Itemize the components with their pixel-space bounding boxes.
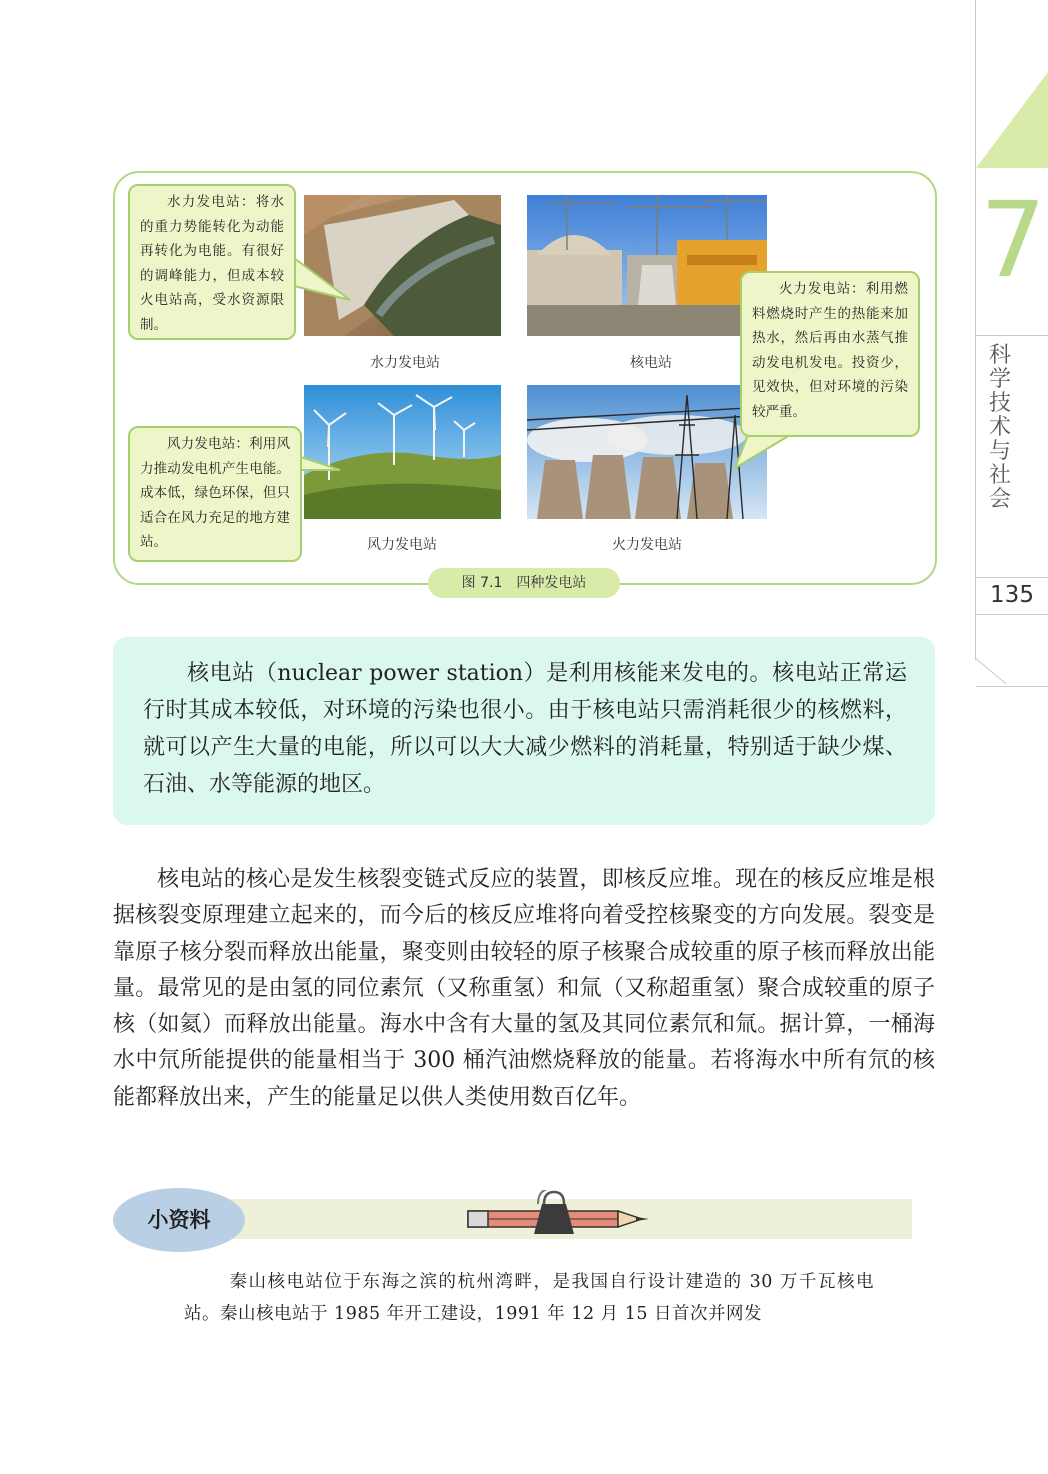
hydro-caption: 水力发电站 [370, 355, 440, 371]
pencil-clip-icon [464, 1190, 654, 1242]
page-number: 135 [990, 582, 1034, 608]
wind-callout: 风力发电站：利用风力推动发电机产生电能。成本低，绿色环保，但只适合在风力充足的地方建站。 [128, 426, 302, 562]
info-heading: 小资料 [113, 1188, 245, 1252]
thermal-callout: 火力发电站：利用燃料燃烧时产生的热能来加热水，然后再由水蒸气推动发电机发电。投资少，见效快，但对环境的污染较严重。 [740, 271, 920, 437]
body-paragraph: 核电站的核心是发生核裂变链式反应的装置，即核反应堆。现在的核反应堆是根据核裂变原理建立起来的，而今后的核反应堆将向着受控核聚变的方向发展。裂变是靠原子核分裂而释放出能量，聚变则由较轻的原子核聚合成较重的原子核而释放出能量。最常见的是由氢的同位素氘（又称重氢）和氚（又称超重氢）聚合成较重的原子核（如氦）而释放出能量。海水中含有大量的氢及其同位素氘和氚。据计算，一桶海水中氘所能提供的能量相当于 300 桶汽油燃烧释放的能量。若将海水中所有氘的核能都释放出来，产生的能量足以供人类使用数百亿年。 [113, 867, 935, 1110]
hydro-callout: 水力发电站：将水的重力势能转化为动能再转化为电能。有很好的调峰能力，但成本较火电站高，受水资源限制。 [128, 184, 296, 340]
nuclear-caption: 核电站 [630, 355, 672, 371]
thermal-caption: 火力发电站 [612, 537, 682, 553]
wind-caption: 风力发电站 [367, 537, 437, 553]
definition-box [113, 637, 935, 825]
figure-number: 图 7.1 [461, 575, 503, 591]
info-text: 秦山核电站位于东海之滨的杭州湾畔，是我国自行设计建造的 30 万千瓦核电站。秦山核电站于 1985 年开工建设，1991 年 12 月 15 日首次并网发 [184, 1272, 874, 1324]
chapter-title: 科学技术与社会 [988, 343, 1011, 512]
chapter-number: 7 [980, 179, 1047, 301]
figure-caption [428, 568, 620, 598]
definition-text: 核电站（nuclear power station）是利用核能来发电的。核电站正常运行时其成本较低，对环境的污染也很小。由于核电站只需消耗很少的核燃料，就可以产生大量的电能，所以可以大大减少燃料的消耗量，特别适于缺少煤、石油、水等能源的地区。 [143, 661, 907, 797]
tab-foot-decoration [976, 614, 1048, 687]
figure-title: 四种发电站 [516, 575, 587, 591]
